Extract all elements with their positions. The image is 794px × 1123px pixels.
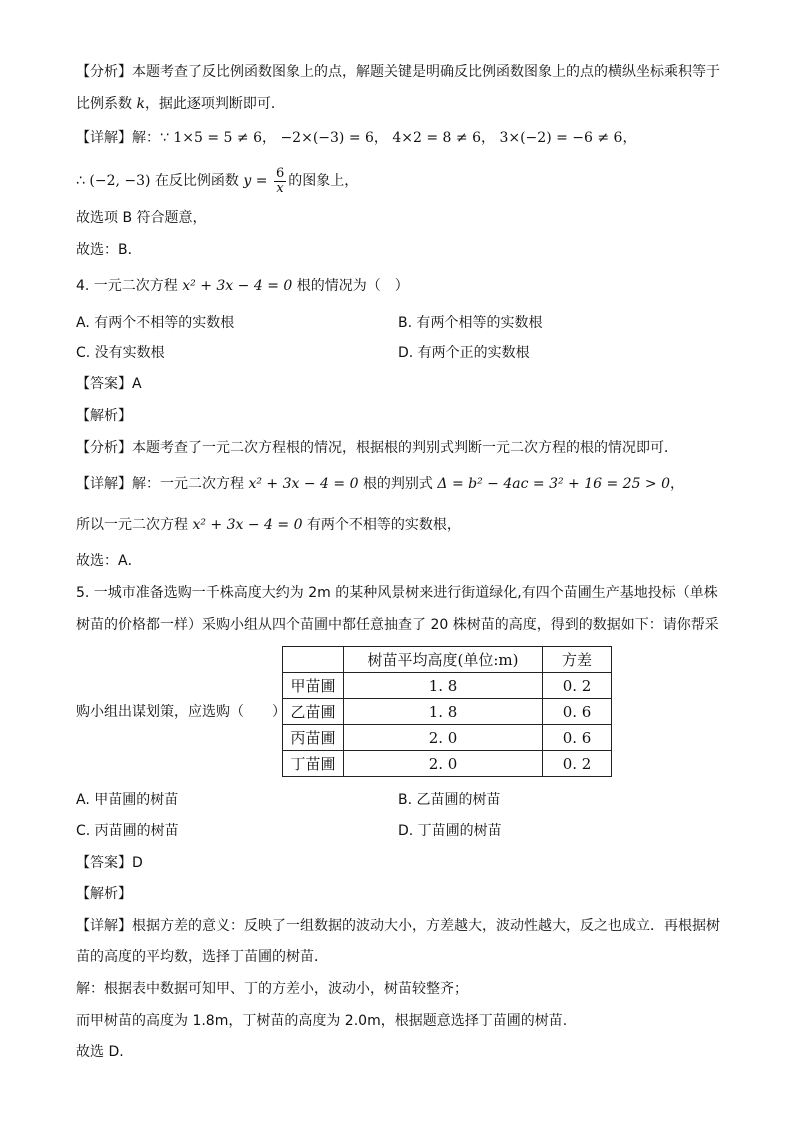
q4-detail [76, 474, 684, 494]
q3-analysis-line1: 【分析】本题考查了反比例函数图象上的点，解题关键是明确反比例函数图象上的点的横纵坐标乘积等于 [76, 64, 720, 80]
q5-detail-line2: 苗的高度的平均数，选择丁苗圃的树苗． [76, 949, 328, 965]
q4-option-c: C. 没有实数根 [76, 345, 165, 361]
q3-analysis-line2 [76, 94, 285, 114]
table-cell: 0. 2 [543, 751, 612, 777]
q3-eq3: 4×2 = 8 ≠ 6 [392, 130, 481, 146]
table-cell: 0. 2 [543, 673, 612, 699]
table-cell: 0. 6 [543, 725, 612, 751]
q5-jiexi-label: 【解析】 [76, 886, 132, 902]
table-cell: 丁苗圃 [283, 751, 344, 777]
q3-therefore-symbol: ∴ [76, 173, 85, 189]
table-row [283, 673, 612, 699]
q5-stem-line2: 树苗的价格都一样）采购小组从四个苗圃中都任意抽查了 20 株树苗的高度，得到的数据如下：请你帮采 [76, 617, 719, 633]
q4-option-b: B. 有两个相等的实数根 [398, 315, 543, 331]
q3-analysis-text-b: ，据此逐项判断即可． [144, 96, 285, 112]
table-row [283, 725, 612, 751]
q4-analysis: 【分析】本题考查了一元二次方程根的情况，根据根的判别式判断一元二次方程的根的情况即可． [76, 440, 678, 456]
q3-analysis-text-a: 比例系数 [76, 96, 132, 112]
table-header-cell: 树苗平均高度(单位:m) [344, 647, 543, 673]
table-cell: 0. 6 [543, 699, 612, 725]
q5-data-table [282, 646, 612, 777]
q3-answer: 故选：B． [76, 242, 142, 258]
q5-detail-line3: 解：根据表中数据可知甲、丁的方差小，波动小，树苗较整齐； [76, 981, 468, 997]
table-cell: 乙苗圃 [283, 699, 344, 725]
q4-so-a: 所以一元二次方程 [76, 517, 188, 533]
q3-eq4: 3×(−2) = −6 ≠ 6 [499, 130, 623, 146]
q3-frac-num: 6 [275, 165, 285, 181]
q3-frac-den: x [276, 180, 284, 196]
q4-stem-b: 根的情况为（ ） [296, 278, 409, 294]
q4-so-eq: x² + 3x − 4 = 0 [192, 517, 303, 533]
q4-detail-c: ， [670, 476, 685, 492]
q5-option-d: D. 丁苗圃的树苗 [398, 823, 502, 839]
q3-therefore-text-c: 的图象上， [288, 173, 359, 189]
q4-answer-label: 【答案】A [76, 376, 142, 392]
q3-therefore-line [76, 164, 358, 198]
q4-so-b: 有两个不相等的实数根， [306, 517, 461, 533]
q5-option-b: B. 乙苗圃的树苗 [398, 792, 501, 808]
q3-point: (−2, −3) [89, 173, 151, 189]
q4-so-line [76, 515, 461, 535]
q3-sep4: ， [622, 130, 637, 146]
table-header-cell: 方差 [543, 647, 612, 673]
table-header-row [283, 647, 612, 673]
table-cell: 2. 0 [344, 725, 543, 751]
q5-stem-line1: 5. 一城市准备选购一千株高度大约为 2m 的某种风景树来进行街道绿化,有四个苗圃生产基地投标（单株 [76, 585, 718, 601]
q4-stem-eq: x² + 3x − 4 = 0 [182, 278, 293, 294]
q3-y-eq: y = [243, 173, 268, 189]
q4-stem [76, 276, 409, 296]
q4-detail-b: 根的判别式 [362, 476, 433, 492]
q3-sep1: ， [262, 130, 276, 146]
q3-therefore-text-b: 在反比例函数 [154, 173, 239, 189]
table-cell: 1. 8 [344, 699, 543, 725]
q4-detail-delta: Δ = b² − 4ac = 3² + 16 = 25 > 0 [437, 476, 671, 492]
q3-eq2: −2×(−3) = 6 [280, 130, 374, 146]
q5-detail-line4: 而甲树苗的高度为 1.8m，丁树苗的高度为 2.0m，根据题意选择丁苗圃的树苗. [76, 1013, 568, 1029]
q4-option-a: A. 有两个不相等的实数根 [76, 315, 235, 331]
table-cell: 甲苗圃 [283, 673, 344, 699]
q5-answer: 故选 D. [76, 1044, 124, 1060]
q4-answer: 故选：A． [76, 553, 142, 569]
q5-option-a: A. 甲苗圃的树苗 [76, 792, 179, 808]
q3-k-symbol: k [136, 96, 145, 112]
q5-option-c: C. 丙苗圃的树苗 [76, 823, 179, 839]
q4-jiexi-label: 【解析】 [76, 408, 132, 424]
table-row [283, 751, 612, 777]
table-cell: 2. 0 [344, 751, 543, 777]
q3-sep2: ， [373, 130, 388, 146]
q4-detail-a: 【详解】解：一元二次方程 [76, 476, 244, 492]
q4-stem-a: 4. 一元二次方程 [76, 278, 178, 294]
q5-stem-line3: 购小组出谋划策，应选购（ ） [76, 704, 286, 720]
q4-option-d: D. 有两个正的实数根 [398, 345, 530, 361]
q3-sep3: ， [481, 130, 495, 146]
q4-detail-eq: x² + 3x − 4 = 0 [248, 476, 359, 492]
q3-eq1: 1×5 = 5 ≠ 6 [173, 130, 262, 146]
q3-conclusion: 故选项 B 符合题意， [76, 210, 207, 226]
q3-fraction [274, 167, 286, 196]
table-header-cell [283, 647, 344, 673]
table-cell: 丙苗圃 [283, 725, 344, 751]
q5-detail-line1: 【详解】根据方差的意义：反映了一组数据的波动大小，方差越大，波动性越大，反之也成立．再根据树 [76, 918, 720, 934]
table-row [283, 699, 612, 725]
q5-answer-label: 【答案】D [76, 855, 143, 871]
q3-detail-prefix: 【详解】解：∵ [76, 130, 169, 146]
table-cell: 1. 8 [344, 673, 543, 699]
q3-detail-line [76, 128, 636, 148]
